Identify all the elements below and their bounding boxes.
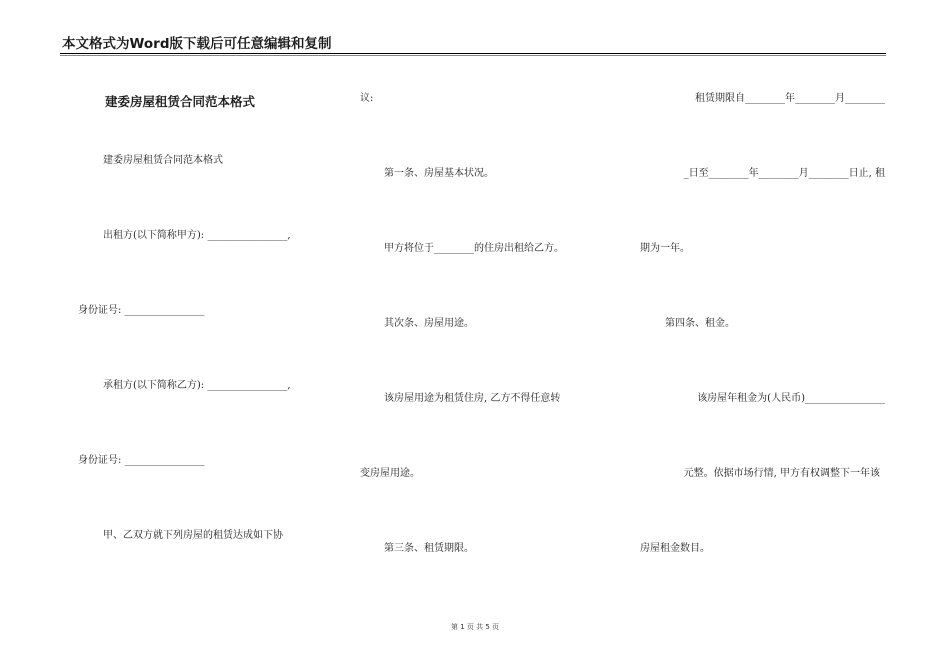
col2-line-7: 第三条、租赁期限。 [384, 543, 474, 554]
col3-line-2: _日至________年________月________日止, 租 [683, 168, 885, 179]
col2-line-3: 甲方将位于________的住房出租给乙方。 [384, 243, 564, 254]
col1-line-5: 身份证号: ________________ [78, 455, 205, 466]
col3-line-4: 第四条、租金。 [665, 318, 735, 329]
header-divider [60, 53, 886, 54]
col3-line-6: 元整。依据市场行情, 甲方有权调整下一年该 [683, 468, 880, 479]
col2-line-4: 其次条、房屋用途。 [384, 318, 474, 329]
page-number: 第 1 页 共 5 页 [450, 623, 500, 631]
header-divider-secondary [60, 55, 886, 56]
col3-line-5: 该房屋年租金为(人民币)________________ [697, 393, 885, 404]
col2-line-6: 变房屋用途。 [360, 468, 420, 479]
col3-line-1: 租赁期限自________年________月________ [695, 93, 885, 104]
col1-line-1: 建委房屋租赁合同范本格式 [103, 155, 223, 166]
document-header: 本文格式为Word版下载后可任意编辑和复制 [62, 36, 332, 52]
col2-line-2: 第一条、房屋基本状况。 [384, 168, 494, 179]
page-title: 建委房屋租赁合同范本格式 [105, 94, 256, 109]
col2-line-5: 该房屋用途为租赁住房, 乙方不得任意转 [384, 393, 561, 404]
col3-line-3: 期为一年。 [640, 243, 690, 254]
col1-line-2: 出租方(以下简称甲方): ________________, [103, 230, 291, 241]
col1-line-4: 承租方(以下简称乙方): ________________, [103, 380, 291, 391]
col1-line-6: 甲、乙双方就下列房屋的租赁达成如下协 [103, 530, 283, 541]
col1-line-3: 身份证号: ________________ [78, 305, 205, 316]
col3-line-7: 房屋租金数目。 [640, 543, 710, 554]
col2-line-1: 议: [360, 93, 374, 104]
